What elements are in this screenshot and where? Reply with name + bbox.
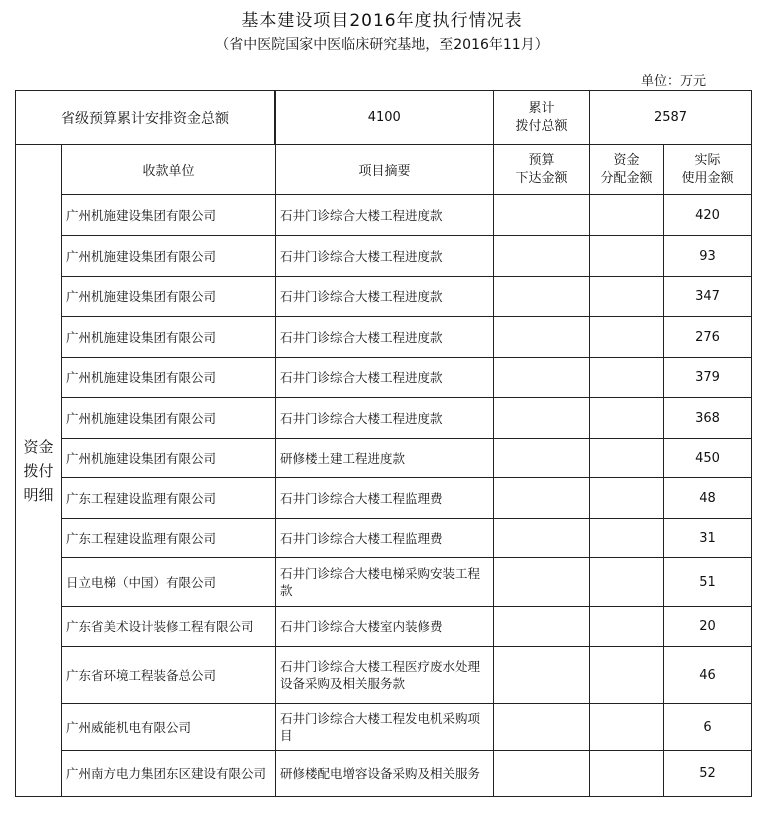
header-summary: 项目摘要 <box>276 145 494 195</box>
payee-cell: 广东省美术设计装修工程有限公司 <box>62 607 276 647</box>
actual-cell: 20 <box>664 607 752 647</box>
issued-cell <box>494 478 590 519</box>
payee-cell: 广州机施建设集团有限公司 <box>62 439 276 478</box>
issued-cell <box>494 236 590 277</box>
actual-cell: 48 <box>664 478 752 519</box>
budget-value: 4100 <box>367 110 401 125</box>
table-row <box>16 398 752 439</box>
summary-cell: 研修楼配电增容设备采购及相关服务 <box>276 751 494 797</box>
issued-cell <box>494 558 590 607</box>
page-title: 基本建设项目2016年度执行情况表 <box>241 11 523 31</box>
issued-cell <box>494 647 590 704</box>
table-row <box>16 751 752 797</box>
allocated-cell <box>590 607 664 647</box>
header-issued: 预算 下达金额 <box>494 145 590 195</box>
allocated-cell <box>590 439 664 478</box>
table-row <box>16 607 752 647</box>
summary-cell: 石井门诊综合大楼工程医疗废水处理设备采购及相关服务款 <box>276 647 494 704</box>
issued-cell <box>494 751 590 797</box>
execution-table <box>15 90 752 797</box>
actual-cell: 51 <box>664 558 752 607</box>
page-subtitle: （省中医院国家中医临床研究基地，至2016年11月） <box>215 37 549 53</box>
summary-cell: 石井门诊综合大楼工程发电机采购项目 <box>276 704 494 751</box>
payee-cell: 广东工程建设监理有限公司 <box>62 519 276 558</box>
summary-cell: 石井门诊综合大楼工程监理费 <box>276 519 494 558</box>
header-allocated: 资金 分配金额 <box>590 145 664 195</box>
table-row <box>16 317 752 358</box>
table-row <box>16 236 752 277</box>
payee-cell: 广州机施建设集团有限公司 <box>62 317 276 358</box>
actual-cell: 6 <box>664 704 752 751</box>
actual-cell: 31 <box>664 519 752 558</box>
actual-cell: 368 <box>664 398 752 439</box>
header-payee: 收款单位 <box>62 145 276 195</box>
payee-cell: 广州机施建设集团有限公司 <box>62 398 276 439</box>
payee-cell: 广州机施建设集团有限公司 <box>62 195 276 236</box>
payee-cell: 日立电梯（中国）有限公司 <box>62 558 276 607</box>
allocated-cell <box>590 277 664 317</box>
allocated-cell <box>590 317 664 358</box>
payee-cell: 广州南方电力集团东区建设有限公司 <box>62 751 276 797</box>
actual-cell: 46 <box>664 647 752 704</box>
table-row <box>16 704 752 751</box>
payee-cell: 广东工程建设监理有限公司 <box>62 478 276 519</box>
table-row <box>16 478 752 519</box>
issued-cell <box>494 317 590 358</box>
side-label: 资金 拨付 明细 <box>16 145 62 797</box>
summary-cell: 石井门诊综合大楼工程进度款 <box>276 195 494 236</box>
summary-cell: 石井门诊综合大楼工程进度款 <box>276 277 494 317</box>
table-row <box>16 647 752 704</box>
actual-cell: 276 <box>664 317 752 358</box>
allocated-cell <box>590 647 664 704</box>
payee-cell: 广州机施建设集团有限公司 <box>62 358 276 398</box>
allocated-cell <box>590 704 664 751</box>
paid-value: 2587 <box>590 91 752 145</box>
paid-label: 累计 拨付总额 <box>494 91 590 145</box>
header-row <box>16 145 752 195</box>
issued-cell <box>494 439 590 478</box>
header-actual: 实际 使用金额 <box>664 145 752 195</box>
summary-cell: 石井门诊综合大楼工程监理费 <box>276 478 494 519</box>
allocated-cell <box>590 398 664 439</box>
allocated-cell <box>590 751 664 797</box>
issued-cell <box>494 358 590 398</box>
table-row <box>16 195 752 236</box>
summary-cell: 石井门诊综合大楼工程进度款 <box>276 236 494 277</box>
summary-row <box>16 91 752 145</box>
summary-cell: 石井门诊综合大楼工程进度款 <box>276 398 494 439</box>
table-row <box>16 277 752 317</box>
issued-cell <box>494 277 590 317</box>
payee-cell: 广州机施建设集团有限公司 <box>62 236 276 277</box>
actual-cell: 379 <box>664 358 752 398</box>
allocated-cell <box>590 558 664 607</box>
issued-cell <box>494 398 590 439</box>
summary-cell: 石井门诊综合大楼工程进度款 <box>276 317 494 358</box>
allocated-cell <box>590 358 664 398</box>
allocated-cell <box>590 236 664 277</box>
summary-cell <box>16 91 494 145</box>
unit-label: 单位：万元 <box>640 74 706 89</box>
table-row <box>16 439 752 478</box>
budget-label: 省级预算累计安排资金总额 <box>61 110 229 127</box>
table-row <box>16 519 752 558</box>
payee-cell: 广州机施建设集团有限公司 <box>62 277 276 317</box>
summary-cell: 石井门诊综合大楼电梯采购安装工程款 <box>276 558 494 607</box>
issued-cell <box>494 704 590 751</box>
allocated-cell <box>590 195 664 236</box>
issued-cell <box>494 519 590 558</box>
summary-cell: 石井门诊综合大楼室内装修费 <box>276 607 494 647</box>
actual-cell: 52 <box>664 751 752 797</box>
actual-cell: 93 <box>664 236 752 277</box>
actual-cell: 450 <box>664 439 752 478</box>
allocated-cell <box>590 478 664 519</box>
actual-cell: 347 <box>664 277 752 317</box>
issued-cell <box>494 607 590 647</box>
issued-cell <box>494 195 590 236</box>
allocated-cell <box>590 519 664 558</box>
table-row <box>16 358 752 398</box>
payee-cell: 广东省环境工程装备总公司 <box>62 647 276 704</box>
payee-cell: 广州威能机电有限公司 <box>62 704 276 751</box>
summary-cell: 石井门诊综合大楼工程进度款 <box>276 358 494 398</box>
table-row <box>16 558 752 607</box>
actual-cell: 420 <box>664 195 752 236</box>
summary-cell: 研修楼土建工程进度款 <box>276 439 494 478</box>
